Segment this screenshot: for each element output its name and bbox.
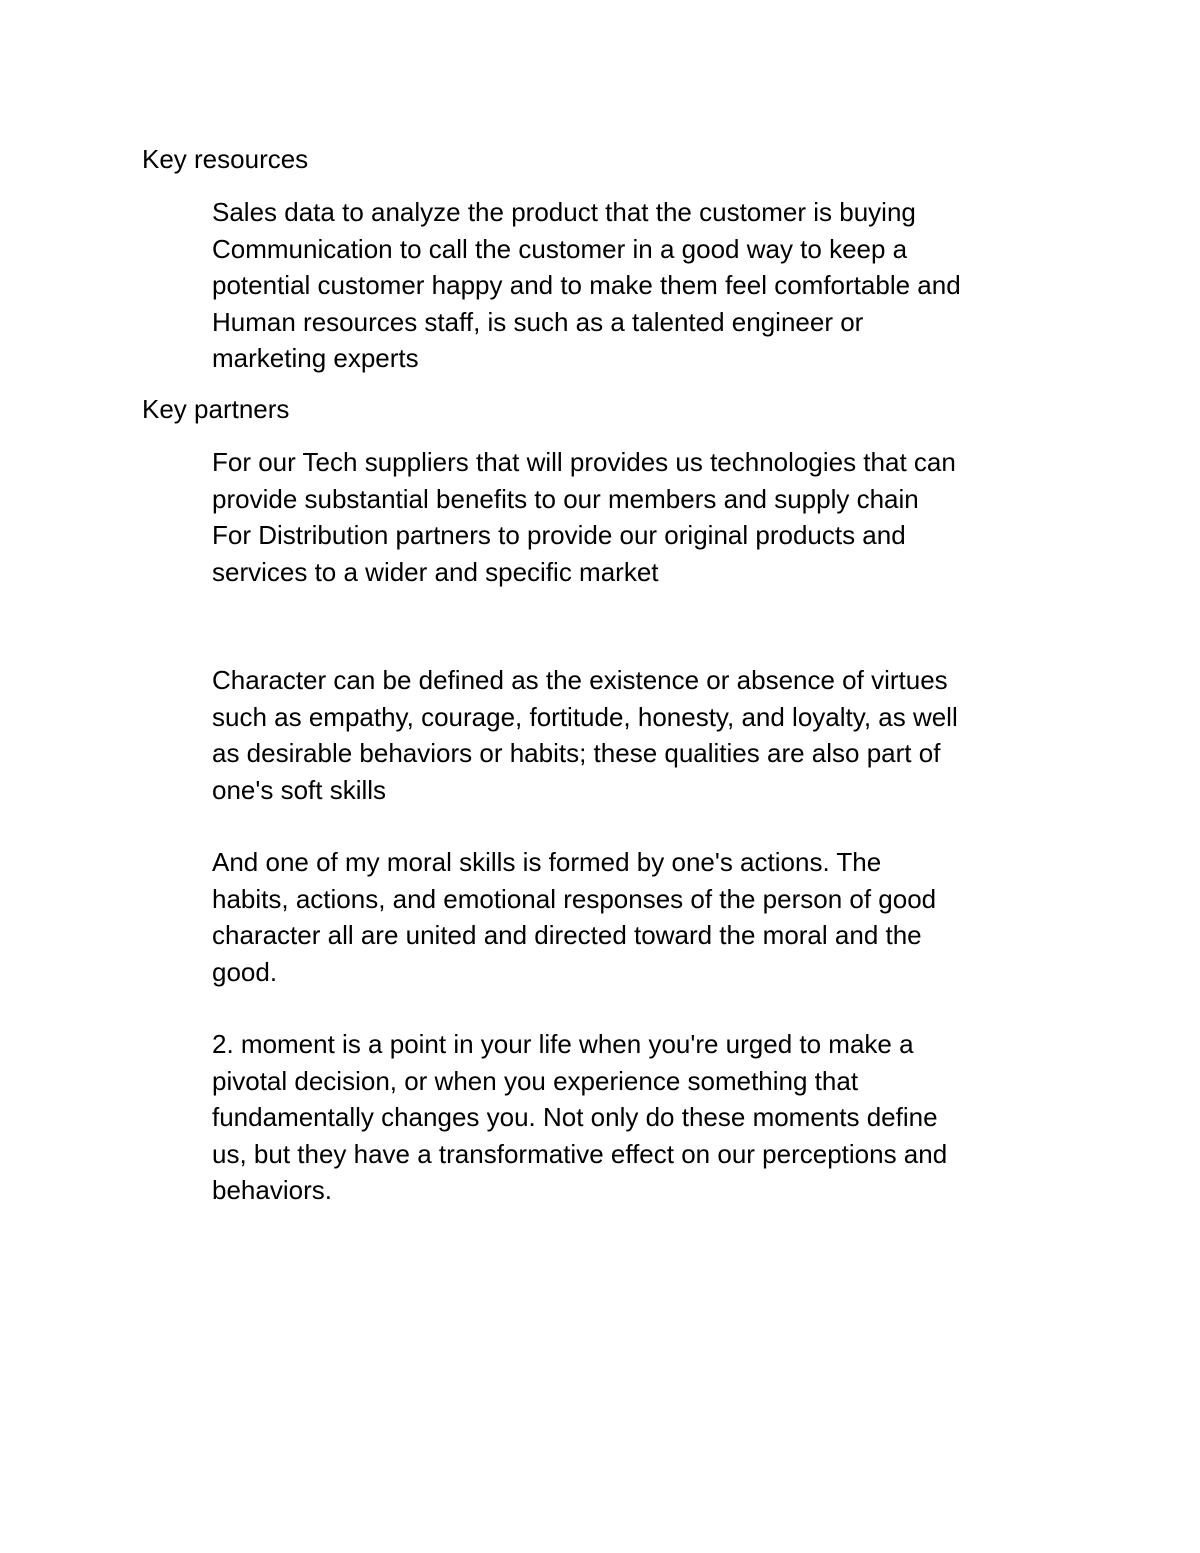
text-line: Sales data to analyze the product that the customer is buying xyxy=(212,197,916,227)
text-line: potential customer happy and to make them feel comfortable and xyxy=(212,270,961,300)
text-line: one's soft skills xyxy=(212,774,387,805)
text-line: us, but they have a transformative effect on our perceptions and xyxy=(212,1138,948,1169)
text-line: such as empathy, courage, fortitude, honesty, and loyalty, as well xyxy=(212,701,958,732)
text-line: as desirable behaviors or habits; these qualities are also part of xyxy=(212,738,941,768)
text-line: habits, actions, and emotional responses of the person of good xyxy=(212,883,937,914)
text-line: marketing experts xyxy=(212,343,419,373)
text-line: fundamentally changes you. Not only do these moments define xyxy=(212,1102,938,1132)
text-line: Communication to call the customer in a good way to keep a xyxy=(212,233,908,264)
text-line: pivotal decision, or when you experience something that xyxy=(212,1065,859,1096)
text-line: character all are united and directed toward the moral and the xyxy=(212,920,922,950)
text-line: And one of my moral skills is formed by one's actions. The xyxy=(212,847,882,877)
moral-skills-paragraph xyxy=(212,844,1092,990)
section-heading-key-resources: Key resources xyxy=(142,144,309,174)
text-line: For Distribution partners to provide our original products and xyxy=(212,520,906,550)
section-heading-key-partners: Key partners xyxy=(142,394,290,424)
key-resources-text xyxy=(212,194,1092,377)
text-line: services to a wider and specific market xyxy=(212,556,659,587)
text-line: Character can be defined as the existence or absence of virtues xyxy=(212,665,948,695)
text-line: good. xyxy=(212,956,278,987)
key-partners-text xyxy=(212,444,1092,590)
text-line: For our Tech suppliers that will provides us technologies that can xyxy=(212,447,956,477)
character-paragraph xyxy=(212,662,1092,808)
text-line: 2. moment is a point in your life when you're urged to make a xyxy=(212,1029,914,1059)
text-line: provide substantial benefits to our members and supply chain xyxy=(212,483,919,514)
moment-paragraph xyxy=(212,1026,1092,1209)
text-line: Human resources staff, is such as a talented engineer or xyxy=(212,306,864,337)
text-line: behaviors. xyxy=(212,1175,332,1205)
